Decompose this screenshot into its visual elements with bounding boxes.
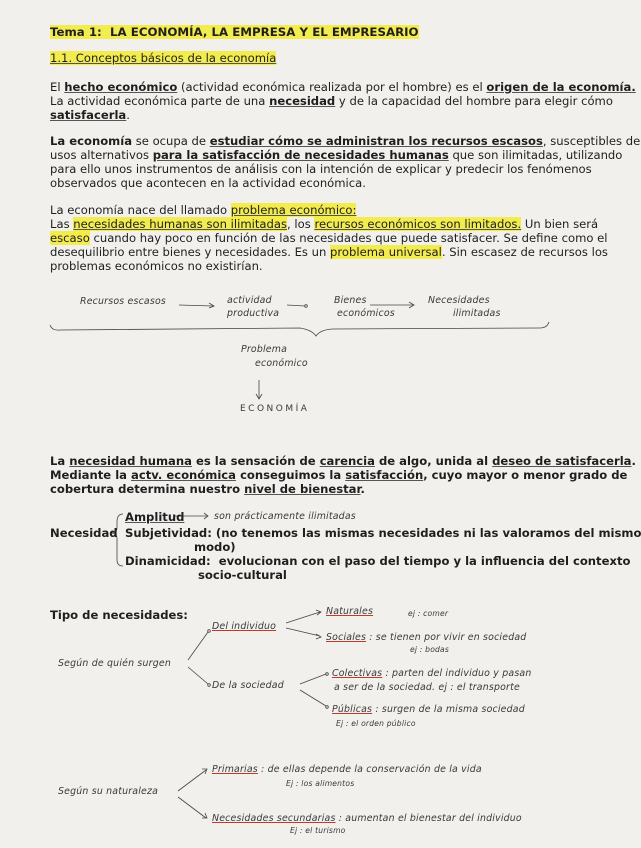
p2-line3: para ello unos instrumentos de análisis con la intención de explicar y predecir los fenómenos <box>50 162 592 176</box>
sociales-example: ej : bodas <box>410 645 450 654</box>
p2-line2: usos alternativos para la satisfacción de necesidades humanas que son ilimitadas, utilizando <box>50 148 623 162</box>
flow-necesidades-1: Necesidades <box>428 295 490 306</box>
colectivas-row: Colectivas : parten del individuo y pasan <box>332 668 532 679</box>
primarias-row: Primarias : de ellas depende la conservación de la vida <box>212 764 482 775</box>
naturales-label: Naturales <box>326 606 374 617</box>
sociales-row: Sociales : se tienen por vivir en sociedad <box>326 632 527 643</box>
p3-line3: escaso cuando hay poco en función de las necesidades que puede satisfacer. Se define como el <box>50 231 608 245</box>
amplitud-note: son prácticamente ilimitadas <box>214 511 356 522</box>
secundarias-example: Ej : el turismo <box>290 826 346 835</box>
p3-line4: desequilibrio entre bienes y necesidades. Es un problema universal. Sin escasez de recursos los <box>50 245 608 259</box>
tema-prefix: Tema 1: <box>50 25 102 39</box>
p2-line1: La economía se ocupa de estudiar cómo se administran los recursos escasos, susceptibles de <box>50 134 641 148</box>
subjetividad-row: Subjetividad: (no tenemos las mismas necesidades ni las valoramos del mismo <box>125 526 641 540</box>
naturales-example: ej : comer <box>408 609 449 618</box>
primarias-example: Ej : los alimentos <box>286 779 355 788</box>
hecho-economico: hecho económico <box>64 80 178 94</box>
flow-recursos: Recursos escasos <box>80 296 166 307</box>
flow-necesidades-2: ilimitadas <box>453 308 501 319</box>
p3-line2: Las necesidades humanas son ilimitadas, los recursos económicos son limitados. Un bien será <box>50 217 599 231</box>
colectivas-row-2: a ser de la sociedad. ej : el transporte <box>334 682 520 693</box>
problema-label-1: Problema <box>241 344 288 355</box>
p3-line1: La economía nace del llamado problema económico: <box>50 203 357 217</box>
p3-line5: problemas económicos no existirían. <box>50 259 263 273</box>
origen-economia: origen de la economía. <box>486 80 636 94</box>
p2-line4: observados que acontecen en la actividad económica. <box>50 176 366 190</box>
tema-title: LA ECONOMÍA, LA EMPRESA Y EL EMPRESARIO <box>110 25 419 39</box>
dinamicidad-row: Dinamicidad: evolucionan con el paso del tiempo y la influencia del contexto <box>125 554 631 568</box>
economia-label: ECONOMÍA <box>240 404 310 414</box>
de-la-sociedad-label: De la sociedad <box>212 680 284 691</box>
p1-line2: La actividad económica parte de una necesidad y de la capacidad del hombre para elegir cómo <box>50 94 613 108</box>
p4-line1: La necesidad humana es la sensación de carencia de algo, unida al deseo de satisfacerla. <box>50 454 636 468</box>
p4-line2: Mediante la actv. económica conseguimos la satisfacción, cuyo mayor o menor grado de <box>50 468 628 482</box>
flow-actividad-2: productiva <box>227 308 280 319</box>
dinamicidad-row-2: socio-cultural <box>198 568 287 582</box>
segun-quien-label: Según de quién surgen <box>58 658 171 669</box>
p1-line3: satisfacerla. <box>50 108 130 122</box>
flow-actividad-1: actividad <box>227 295 272 306</box>
del-individuo-label: Del individuo <box>212 621 277 632</box>
tipos-title: Tipo de necesidades: <box>50 608 188 622</box>
section-heading: 1.1. Conceptos básicos de la economía <box>50 51 277 65</box>
secundarias-row: Necesidades secundarias : aumentan el bienestar del individuo <box>212 813 522 824</box>
subjetividad-row-2: modo) <box>194 540 236 554</box>
p4-line3: cobertura determina nuestro nivel de bienestar. <box>50 482 365 496</box>
problema-economico: problema económico: <box>230 203 357 217</box>
publicas-example: Ej : el orden público <box>336 719 416 728</box>
segun-naturaleza-label: Según su naturaleza <box>58 786 159 797</box>
publicas-row: Públicas : surgen de la misma sociedad <box>332 704 525 715</box>
flow-bienes-2: económicos <box>337 308 395 319</box>
flow-bienes-1: Bienes <box>334 295 367 306</box>
p1-line1: El hecho económico (actividad económica realizada por el hombre) es el origen de la economía. <box>50 80 636 94</box>
problema-label-2: económico <box>255 358 308 369</box>
necesidad-label: Necesidad <box>50 526 118 540</box>
amplitud-label: Amplitud <box>125 510 185 524</box>
